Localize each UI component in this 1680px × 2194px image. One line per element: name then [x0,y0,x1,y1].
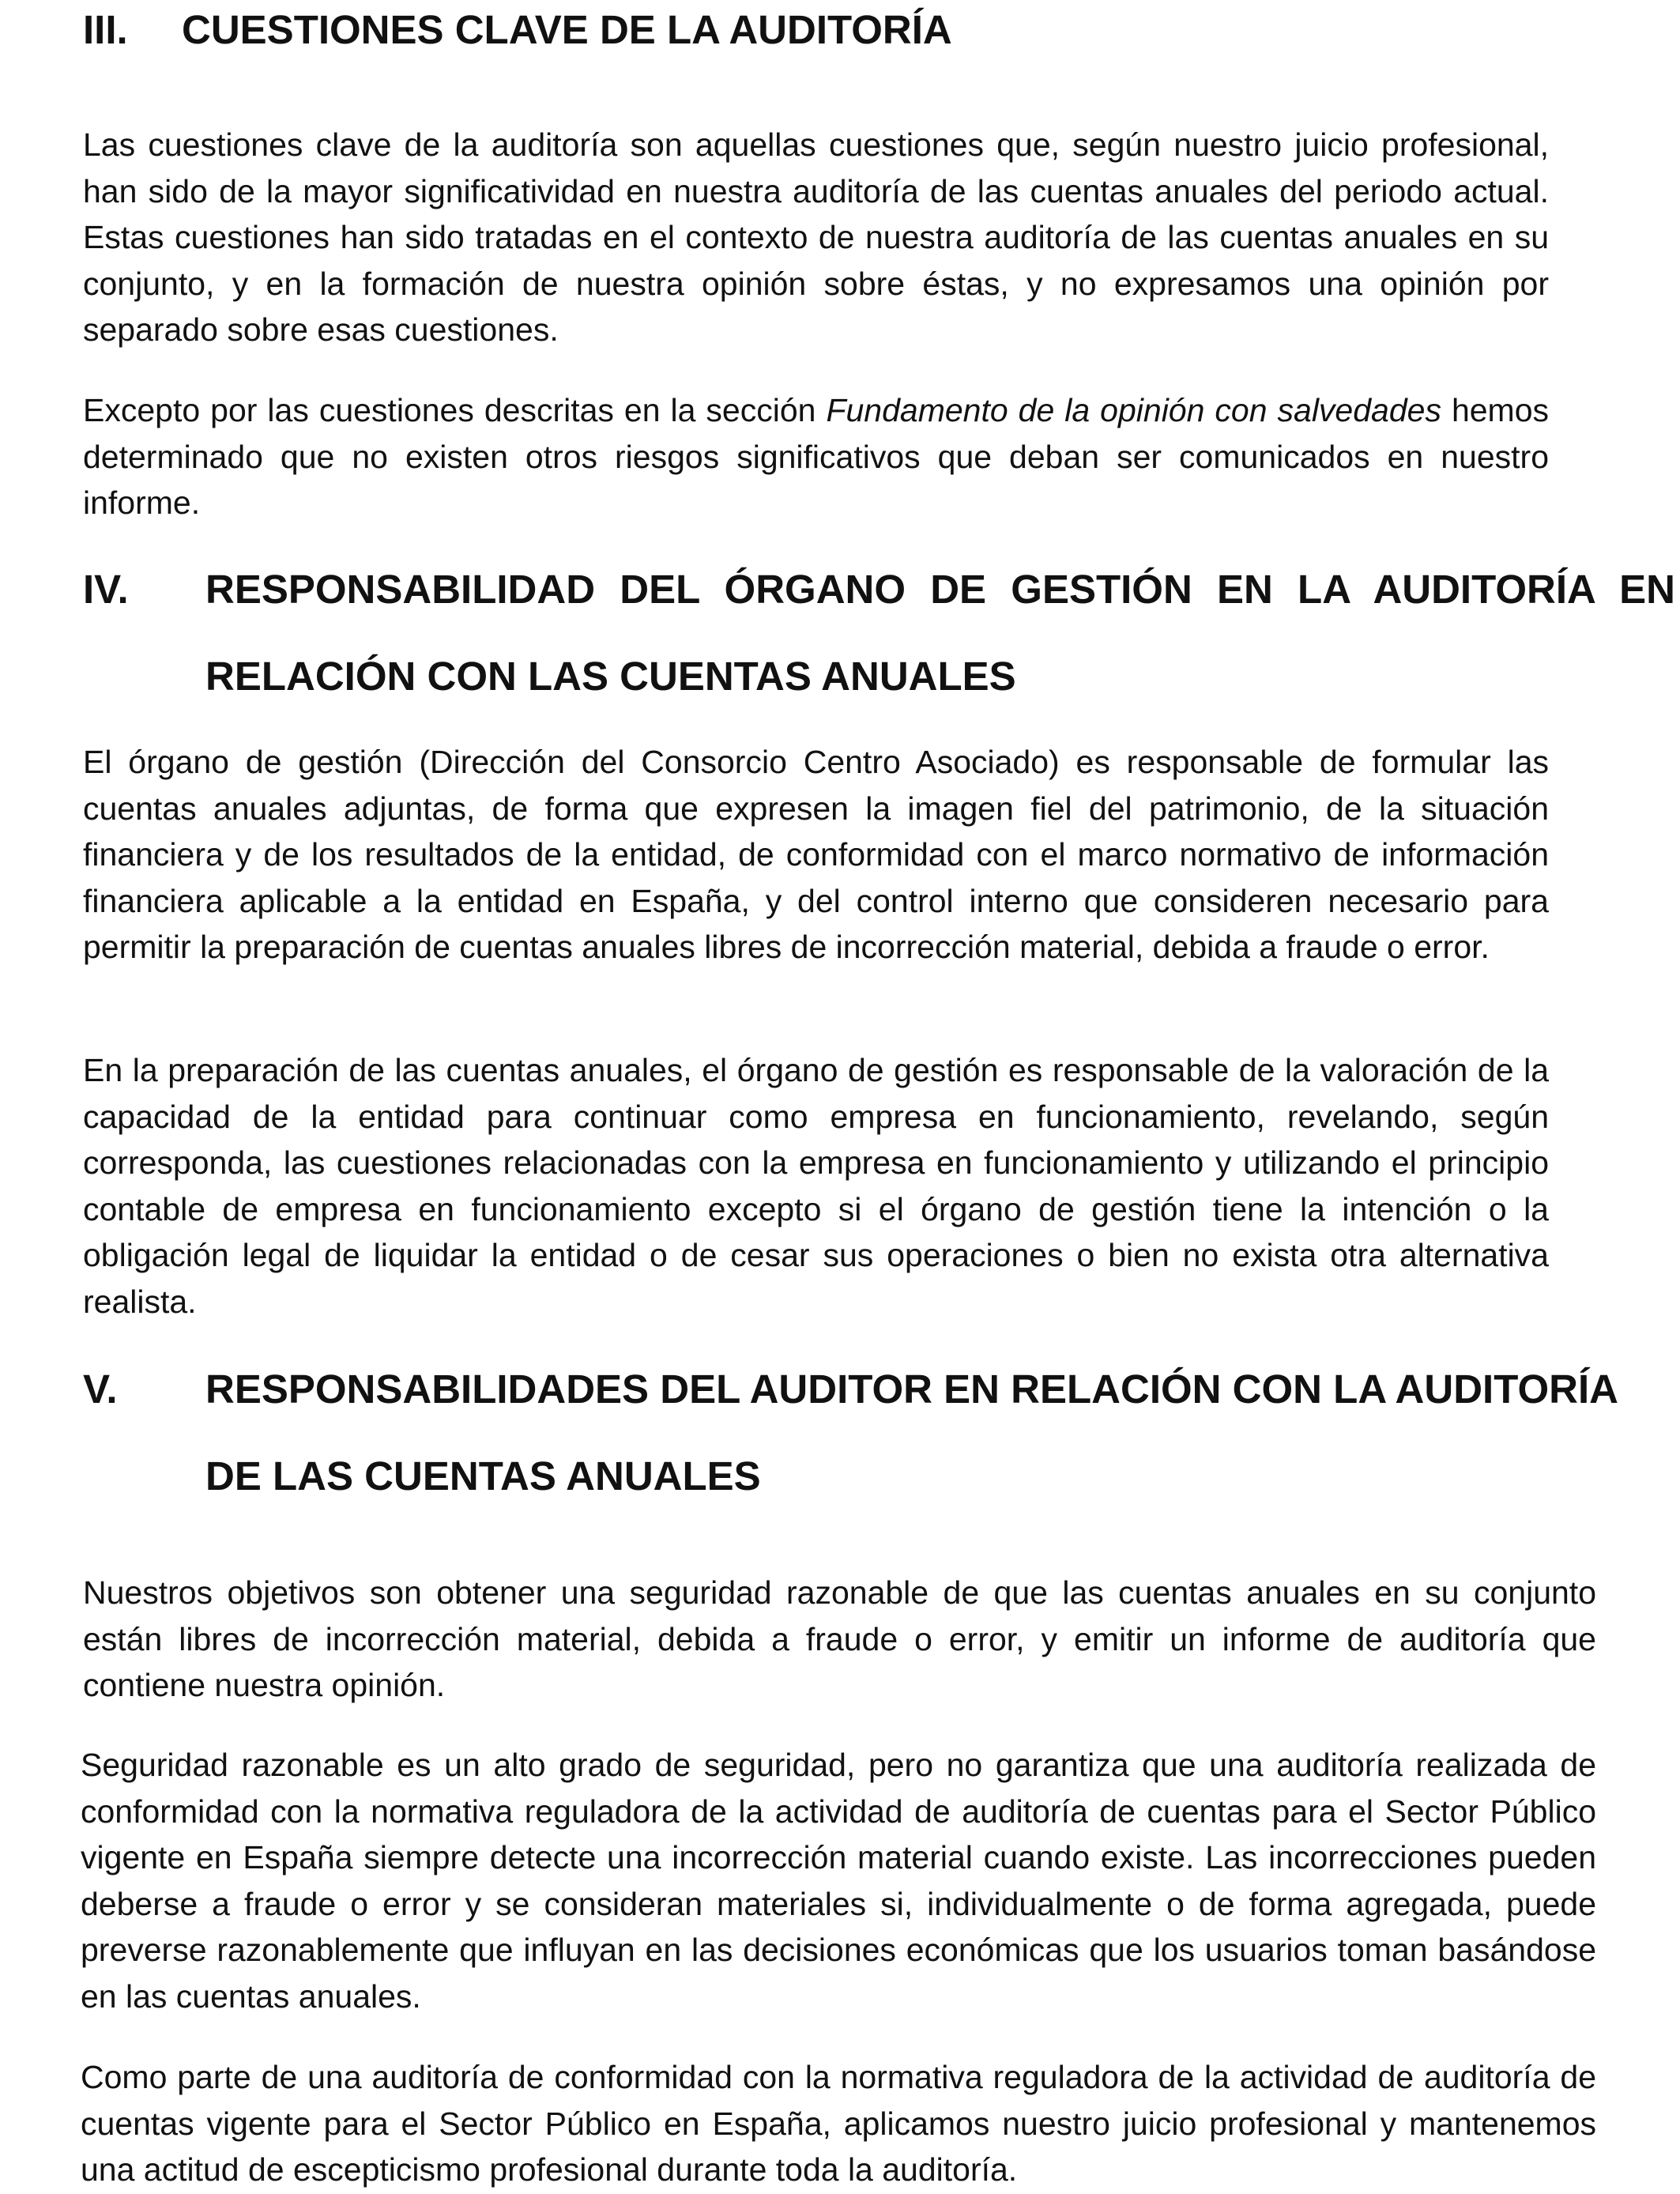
section-title-line-1: RESPONSABILIDAD DEL ÓRGANO DE GESTIÓN EN LA AUDITORÍA EN [205,567,1675,612]
section-number: IV. [83,567,129,612]
section-v-paragraph-3: Como parte de una auditoría de conformidad con la normativa reguladora de la actividad de auditoría de cuentas vigente para el Sector Público en España, aplicamos nuestro juicio profesional y mantenemos una actitud de escepticismo profesional durante toda la auditoría. [81,2059,1596,2188]
section-iv-paragraph-2: En la preparación de las cuentas anuales, el órgano de gestión es responsable de la valoración de la capacidad de la entidad para continuar como empresa en funcionamiento, revelando, según corresponda, las cuestiones relacionadas con la empresa en funcionamiento y utilizando el principio contable de empresa en funcionamiento excepto si el órgano de gestión tiene la intención o la obligación legal de liquidar la entidad o de cesar sus operaciones o bien no exista otra alternativa realista. [83,1052,1549,1320]
section-iii-paragraph-1: Las cuestiones clave de la auditoría son aquellas cuestiones que, según nuestro juicio profesional, han sido de la mayor significatividad en nuestra auditoría de las cuentas anuales del periodo actual. Estas cuestiones han sido tratadas en el contexto de nuestra auditoría de las cuentas anuales en su conjunto, y en la formación de nuestra opinión sobre éstas, y no expresamos una opinión por separado sobre esas cuestiones. [83,126,1549,348]
section-v-paragraph-2: Seguridad razonable es un alto grado de seguridad, pero no garantiza que una auditoría realizada de conformidad con la normativa reguladora de la actividad de auditoría de cuentas para el Sector Público vigente en España siempre detecte una incorrección material cuando existe. Las incorrecciones pueden deberse a fraude o error y se consideran materiales si, individualmente o de forma agregada, puede preverse razonablemente que influyan en las decisiones económicas que los usuarios toman basándose en las cuentas anuales. [81,1747,1596,2015]
section-title-line-2: DE LAS CUENTAS ANUALES [205,1453,761,1498]
paragraph-text: hemos determinado que no existen otros riesgos significativos que deban ser comunicados en nuestro informe. [83,392,1550,521]
section-title-line-2: RELACIÓN CON LAS CUENTAS ANUALES [205,654,1016,699]
section-iv-paragraph-1: El órgano de gestión (Dirección del Consorcio Centro Asociado) es responsable de formular las cuentas anuales adjuntas, de forma que expresen la imagen fiel del patrimonio, de la situación financiera y de los resultados de la entidad, de conformidad con el marco normativo de información financiera aplicable a la entidad en España, y del control interno que consideren necesario para permitir la preparación de cuentas anuales libres de incorrección material, debida a fraude o error. [83,744,1549,965]
section-number: V. [83,1367,118,1412]
section-number: III. [83,7,128,52]
section-title: CUESTIONES CLAVE DE LA AUDITORÍA [182,7,952,52]
paragraph-text: Excepto por las cuestiones descritas en la sección [83,392,827,428]
section-iii-paragraph-2 [83,387,1549,526]
section-title-line-1: RESPONSABILIDADES DEL AUDITOR EN RELACIÓN CON LA AUDITORÍA [205,1367,1618,1412]
italic-reference: Fundamento de la opinión con salvedades [826,392,1441,428]
section-v-paragraph-1: Nuestros objetivos son obtener una seguridad razonable de que las cuentas anuales en su conjunto están libres de incorrección material, debida a fraude o error, y emitir un informe de auditoría que contiene nuestra opinión. [83,1574,1596,1703]
